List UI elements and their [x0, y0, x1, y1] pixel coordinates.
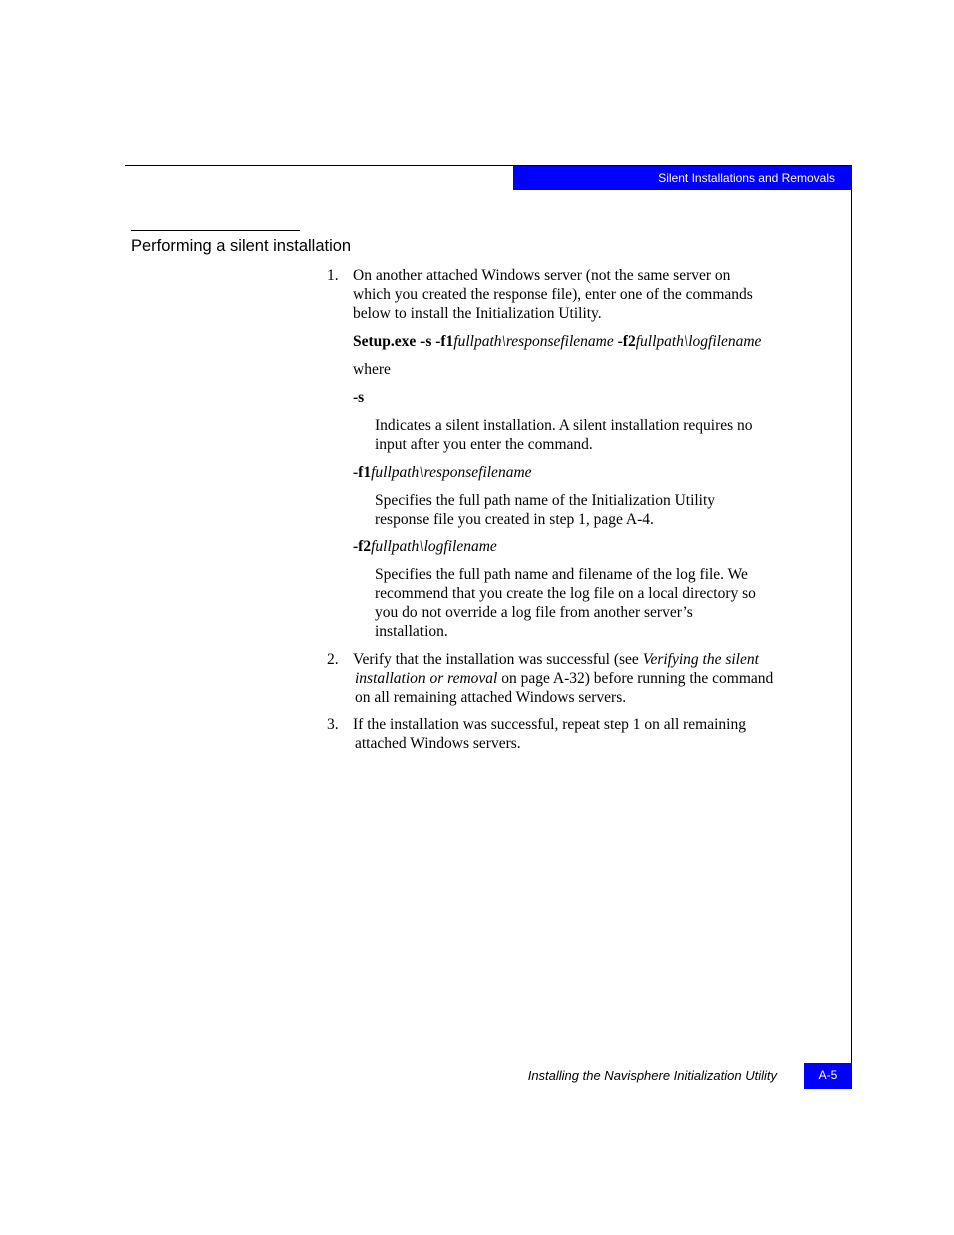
- option-desc-line: response file you created in step 1, page A-4.: [375, 511, 654, 528]
- option-desc-line: installation.: [375, 623, 448, 640]
- command-line: [353, 332, 761, 351]
- step-1-number: 1.: [327, 267, 339, 284]
- step-2-line: [353, 650, 823, 669]
- option-term-italic: fullpath\logfilename: [371, 538, 497, 555]
- option-term-s: [353, 388, 364, 407]
- step-3-line: If the installation was successful, repeat step 1 on all remaining: [353, 716, 746, 733]
- option-term-italic: fullpath\responsefilename: [371, 464, 532, 481]
- option-term-bold: -s: [353, 389, 365, 406]
- option-term-bold: -f1: [353, 464, 372, 481]
- step-2-line: on all remaining attached Windows servers.: [355, 689, 627, 706]
- where-label: where: [353, 361, 391, 378]
- step-2-line: [353, 669, 823, 688]
- option-desc-line: Specifies the full path name of the Initialization Utility: [375, 492, 716, 509]
- option-term-bold: -f2: [353, 538, 372, 555]
- option-desc-line: you do not override a log file from another server’s: [375, 604, 693, 621]
- section-title-rule: [131, 230, 300, 231]
- step-2-text-run: Verify that the installation was successful (see: [353, 651, 643, 668]
- step-1-text: [353, 266, 813, 323]
- step-1-line: which you created the response file), enter one of the commands: [353, 286, 753, 303]
- step-1-line: On another attached Windows server (not the same server on: [353, 267, 731, 284]
- cross-reference-link[interactable]: Verifying the silent: [642, 651, 759, 668]
- option-term-f1: [353, 463, 532, 482]
- step-3-line: attached Windows servers.: [355, 735, 521, 752]
- step-3-number: 3.: [327, 716, 339, 733]
- command-part: fullpath\logfilename: [635, 333, 762, 350]
- option-desc-s: [375, 416, 815, 454]
- option-desc-line: recommend that you create the log file on a local directory so: [375, 585, 756, 602]
- option-desc-line: Indicates a silent installation. A silent installation requires no: [375, 417, 753, 434]
- section-header-tab: Silent Installations and Removals: [513, 166, 852, 190]
- margin-rule: [851, 165, 852, 1088]
- step-2-text-run: on page A-32) before running the command: [497, 670, 774, 687]
- step-2-text: [353, 650, 823, 707]
- cross-reference-link[interactable]: installation or removal: [355, 670, 498, 687]
- option-term-f2: [353, 537, 497, 556]
- step-3-text: [353, 715, 823, 753]
- step-2-number: 2.: [327, 651, 339, 668]
- footer-title: Installing the Navisphere Initialization Utility: [527, 1068, 777, 1083]
- option-desc-line: Specifies the full path name and filename of the log file. We: [375, 566, 748, 583]
- command-part: -f2: [613, 333, 636, 350]
- command-part: fullpath\responsefilename: [453, 333, 614, 350]
- option-desc-f1: [375, 491, 815, 529]
- command-part: Setup.exe -s -f1: [353, 333, 454, 350]
- step-1-line: below to install the Initialization Utility.: [353, 305, 602, 322]
- section-title: Performing a silent installation: [131, 237, 352, 255]
- option-desc-line: input after you enter the command.: [375, 436, 593, 453]
- page-number-badge: A-5: [804, 1063, 852, 1089]
- option-desc-f2: [375, 565, 815, 641]
